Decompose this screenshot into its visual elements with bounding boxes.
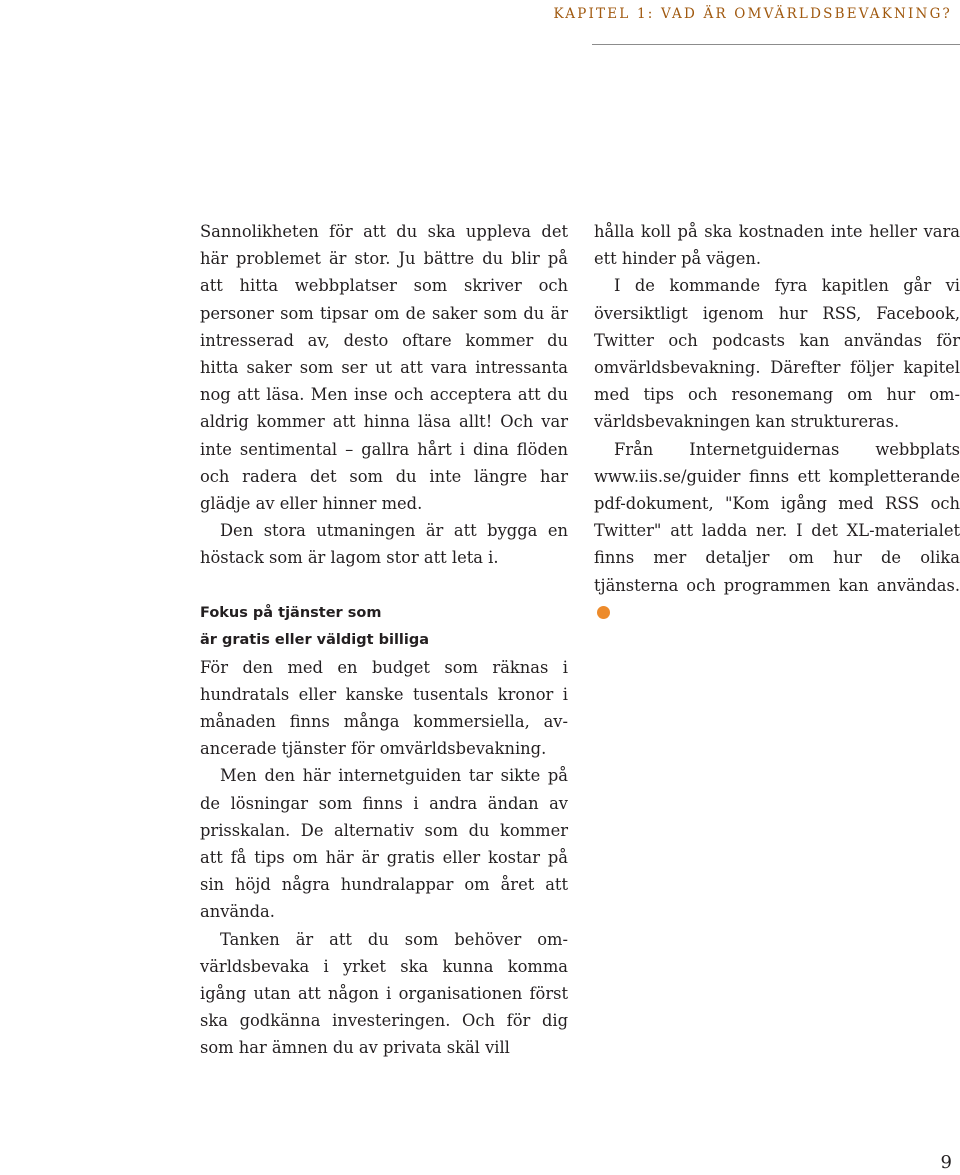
running-header: KAPITEL 1: VAD ÄR OMVÄRLDSBEVAKNING?	[553, 6, 952, 22]
section-heading-line-1: Fokus på tjänster som	[200, 604, 382, 621]
page-number: 9	[940, 1152, 952, 1173]
end-of-article-dot-icon	[597, 606, 610, 619]
section-heading-line-2: är gratis eller väldigt billiga	[200, 631, 430, 648]
right-column	[594, 218, 960, 626]
header-rule	[592, 44, 960, 45]
right-paragraph-2: I de kommande fyra kapitlen går vi översiktligt igenom hur RSS, Facebook, Twitter och podcasts kan användas för omvärldsbevakning. Därefter följer kapitel med tips och resonemang om hur omvärldsbevakningen kan struktureras.	[594, 276, 960, 432]
left-paragraph-3: För den med en budget som räknas i hundratals eller kanske tusentals kronor i månaden finns många kommersiella, avancerade tjänster för omvärldsbevakning.	[200, 657, 568, 759]
left-column	[200, 218, 568, 1062]
left-paragraph-2: Den stora utmaningen är att bygga en höstack som är lagom stor att leta i.	[200, 521, 568, 568]
left-paragraph-1: Sannolikheten för att du ska uppleva det här problemet är stor. Ju bättre du blir på att hitta webbplatser som skriver och personer som tipsar om de saker som du är intresserad av, desto oftare kommer du hitta saker som ser ut att vara intressanta nog att läsa. Men inse och acceptera att du aldrig kommer att hinna läsa allt! Och var inte sentimental – gallra hårt i dina flöden och radera det som du inte längre har glädje av eller hinner med.	[200, 222, 568, 514]
left-paragraph-5: Tanken är att du som behöver omvärldsbevaka i yrket ska kunna komma igång utan att någon i organisationen först ska godkänna investeringen. Och för dig som har ämnen du av privata skäl vill	[200, 929, 568, 1058]
right-paragraph-3-text: Från Internetguidernas webbplats www.iis.se/guider finns ett kompletterande pdf-dokument, "Kom igång med RSS och Twitter" att ladda ner. I det XL-materialet finns mer detaljer om hur de olika tjänsterna och programmen kan användas.	[594, 439, 960, 595]
left-paragraph-4: Men den här internetguiden tar sikte på de lösningar som finns i andra ändan av prisskalan. De alternativ som du kommer att få tips om här är gratis eller kostar på sin höjd några hundralappar om året att använda.	[200, 766, 568, 922]
right-paragraph-1: hålla koll på ska kostnaden inte heller vara ett hinder på vägen.	[594, 222, 960, 269]
right-paragraph-3	[594, 436, 960, 626]
